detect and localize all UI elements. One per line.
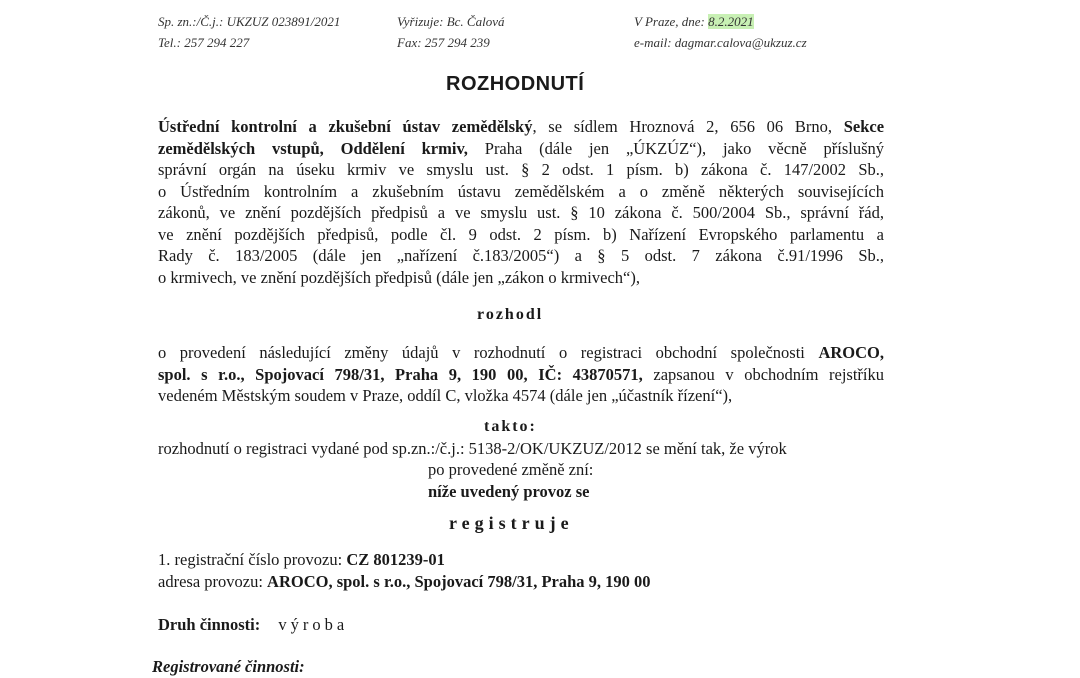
change-text: o provedení následující změny údajů v rozhodnutí o registraci obchodní společnosti <box>158 343 805 362</box>
section-name: Sekce <box>843 117 885 136</box>
intro-line-5: zákonů, ve znění pozdějších předpisů a ve smyslu ust. § 10 zákona č. 500/2004 Sb., správní řád, <box>158 203 884 222</box>
intro-line-2 <box>158 138 884 160</box>
decision-line-2: po provedené změně zní: <box>428 460 594 479</box>
intro-line-3: správní orgán na úseku krmiv ve smyslu ust. § 2 odst. 1 písm. b) zákona č. 147/2002 Sb., <box>158 160 884 179</box>
intro-line-4: o Ústředním kontrolním a zkušebním ústavu zemědělském a o změně některých souvisejících <box>158 181 884 201</box>
authority-name: Ústřední kontrolní a zkušební ústav zemědělský <box>158 117 533 136</box>
email-address: e-mail: dagmar.calova@ukzuz.cz <box>634 35 807 50</box>
document-title: ROZHODNUTÍ <box>446 73 585 95</box>
change-text: zapsanou v obchodním rejstříku <box>653 364 885 384</box>
registration-number-value: CZ 801239-01 <box>346 550 445 569</box>
change-paragraph <box>158 342 884 407</box>
decided-heading: rozhodl <box>477 306 544 323</box>
intro-text: , se sídlem Hroznová 2, 656 06 Brno, <box>532 117 832 136</box>
handler-name: Vyřizuje: Bc. Čalová <box>397 14 505 29</box>
change-line-1 <box>158 342 884 364</box>
registration-number-label: 1. registrační číslo provozu: <box>158 550 343 569</box>
registered-activities-label: Registrované činnosti: <box>152 657 305 676</box>
registers-heading: registruje <box>449 513 574 533</box>
registration-number-line <box>158 549 445 571</box>
operation-address-line <box>158 571 651 593</box>
activity-label: Druh činnosti: <box>158 615 261 634</box>
reference-number: Sp. zn.:/Č.j.: UKZUZ 023891/2021 <box>158 14 341 29</box>
date-value: 8.2.2021 <box>708 14 754 29</box>
decision-line-3: níže uvedený provoz se <box>428 482 590 501</box>
intro-line-7: Rady č. 183/2005 (dále jen „nařízení č.183/2005“) a § 5 odst. 7 zákona č.91/1996 Sb., <box>158 246 884 265</box>
place-date <box>634 12 754 31</box>
fax-number: Fax: 257 294 239 <box>397 35 490 50</box>
company-details: spol. s r.o., Spojovací 798/31, Praha 9, 190 00, IČ: 43870571, <box>158 364 643 384</box>
place-prefix: V Praze, dne: <box>634 14 705 29</box>
phone-number: Tel.: 257 294 227 <box>158 35 250 50</box>
company-name: AROCO, <box>818 343 884 362</box>
thus-heading: takto: <box>484 418 537 435</box>
intro-line-6: ve znění pozdějších předpisů, podle čl. 9 odst. 2 písm. b) Nařízení Evropského parlamentu a <box>158 224 884 244</box>
intro-line-8: o krmivech, ve znění pozdějších předpisů (dále jen „zákon o krmivech“), <box>158 267 640 287</box>
intro-line-1 <box>158 116 884 138</box>
intro-text: Praha (dále jen „ÚKZÚZ“), jako věcně příslušný <box>484 138 884 158</box>
operation-address-label: adresa provozu: <box>158 572 263 591</box>
decision-line-1: rozhodnutí o registraci vydané pod sp.zn.:/č.j.: 5138-2/OK/UKZUZ/2012 se mění tak, že výrok <box>158 439 787 458</box>
intro-paragraph <box>158 116 884 159</box>
department-name: zemědělských vstupů, Oddělení krmiv, <box>158 138 468 158</box>
operation-address-value: AROCO, spol. s r.o., Spojovací 798/31, Praha 9, 190 00 <box>267 572 651 591</box>
activity-value: výroba <box>278 615 349 634</box>
change-line-3: vedeném Městským soudem v Praze, oddíl C, vložka 4574 (dále jen „účastník řízení“), <box>158 386 733 405</box>
change-line-2 <box>158 364 884 386</box>
activity-line <box>158 614 348 636</box>
intro-paragraph-cont <box>158 159 884 288</box>
